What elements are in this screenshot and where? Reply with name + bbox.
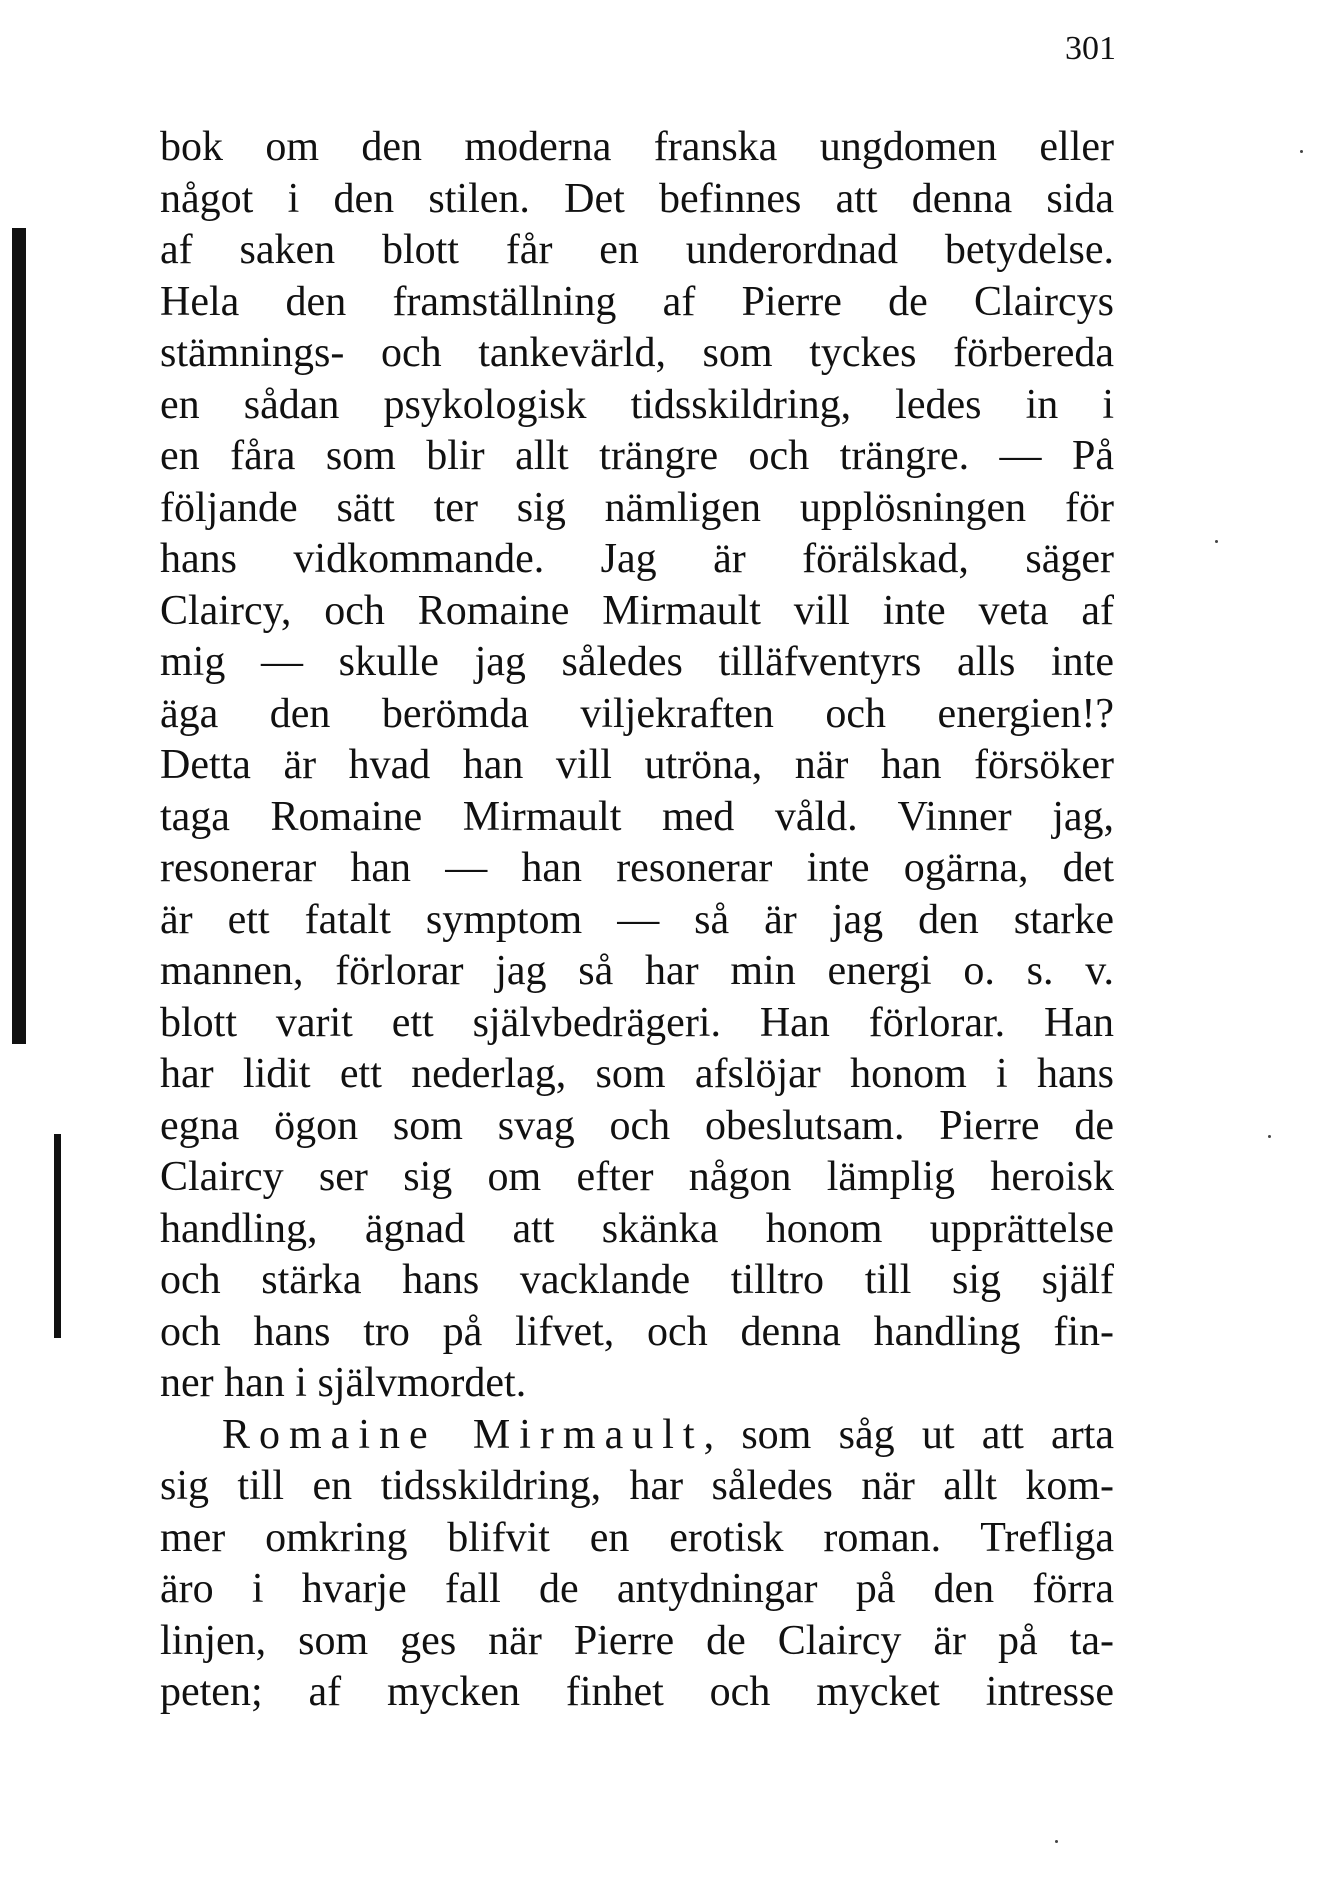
text-line: egna ögon som svag och obeslutsam. Pierre de	[160, 1102, 1114, 1149]
text-line: Hela den framställning af Pierre de Claircys	[160, 278, 1114, 325]
text-line	[160, 1410, 1114, 1462]
text-line: Detta är hvad han vill utröna, när han försöker	[160, 742, 1114, 788]
scan-edge-mark	[54, 1134, 61, 1338]
text-line: blott varit ett självbedrägeri. Han förlorar. Han	[160, 999, 1114, 1046]
scan-speck	[1268, 1135, 1271, 1138]
text-line: äga den berömda viljekraften och energien!?	[160, 690, 1114, 737]
text-line: handling, ägnad att skänka honom upprättelse	[160, 1205, 1114, 1252]
text-line: mannen, förlorar jag så har min energi o. s. v.	[160, 948, 1114, 994]
text-line: taga Romaine Mirmault med våld. Vinner jag,	[160, 793, 1114, 840]
text-line: mig — skulle jag således tilläfventyrs alls inte	[160, 639, 1114, 685]
page-number: 301	[1065, 30, 1116, 67]
text-line: Claircy ser sig om efter någon lämplig heroisk	[160, 1154, 1114, 1200]
text-line: följande sätt ter sig nämligen upplösningen för	[160, 484, 1114, 531]
scan-speck	[1055, 1840, 1058, 1843]
text-line: peten; af mycken finhet och mycket intresse	[160, 1669, 1114, 1715]
text-line: Claircy, och Romaine Mirmault vill inte veta af	[160, 587, 1114, 634]
text-line: och hans tro på lifvet, och denna handling fin-	[160, 1308, 1114, 1355]
text-line: är ett fatalt symptom — så är jag den starke	[160, 896, 1114, 943]
scan-speck	[1215, 540, 1218, 543]
text-line: en fåra som blir allt trängre och trängre. — På	[160, 433, 1114, 479]
scan-edge-mark	[12, 228, 26, 1044]
text-line: stämnings- och tankevärld, som tyckes förbereda	[160, 330, 1114, 376]
text-line: och stärka hans vacklande tilltro till sig själf	[160, 1257, 1114, 1303]
text-line-rest: , som såg ut att arta	[703, 1411, 1114, 1458]
text-line: af saken blott får en underordnad betydelse.	[160, 227, 1114, 273]
paragraph-2	[160, 1410, 1114, 1719]
text-line: bok om den moderna franska ungdomen eller	[160, 124, 1114, 170]
spaced-title: Romaine Mirmault	[222, 1411, 704, 1458]
text-line: mer omkring blifvit en erotisk roman. Trefliga	[160, 1514, 1114, 1561]
text-line: äro i hvarje fall de antydningar på den förra	[160, 1566, 1114, 1612]
text-line: linjen, som ges när Pierre de Claircy är på ta-	[160, 1617, 1114, 1664]
text-line: en sådan psykologisk tidsskildring, ledes in i	[160, 381, 1114, 428]
paragraph-1	[160, 122, 1114, 1410]
text-line: resonerar han — han resonerar inte ogärna, det	[160, 845, 1114, 891]
body-text	[160, 122, 1114, 1719]
text-line: har lidit ett nederlag, som afslöjar honom i hans	[160, 1051, 1114, 1097]
text-line: sig till en tidsskildring, har således när allt kom-	[160, 1463, 1114, 1509]
text-line: ner han i självmordet.	[160, 1360, 527, 1406]
text-line: hans vidkommande. Jag är förälskad, säger	[160, 536, 1114, 582]
scan-speck	[1300, 150, 1303, 153]
text-line: något i den stilen. Det befinnes att denna sida	[160, 175, 1114, 222]
